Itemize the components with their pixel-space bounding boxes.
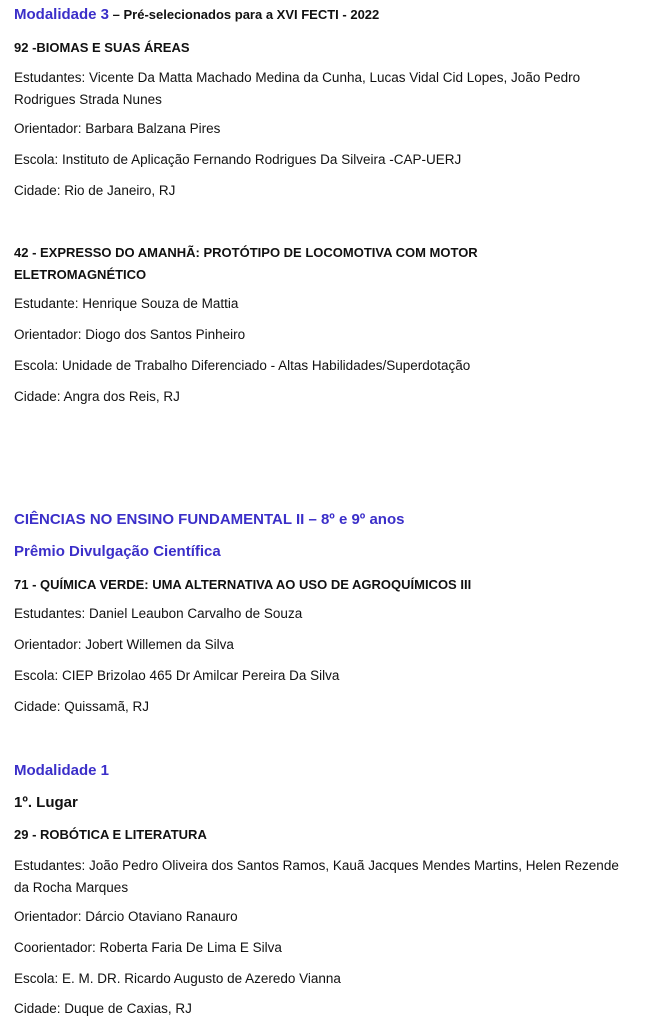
students-line: Estudantes: Vicente Da Matta Machado Medina da Cunha, Lucas Vidal Cid Lopes, João Pedro Rodrigues Strada Nunes	[14, 70, 581, 107]
city-line: Cidade: Duque de Caxias, RJ	[14, 1001, 192, 1016]
project-title: 92 -BIOMAS E SUAS ÁREAS	[14, 40, 190, 55]
school-line: Escola: E. M. DR. Ricardo Augusto de Azeredo Vianna	[14, 971, 341, 986]
advisor-line: Orientador: Diogo dos Santos Pinheiro	[14, 327, 246, 342]
project-title: 71 - QUÍMICA VERDE: UMA ALTERNATIVA AO USO DE AGROQUÍMICOS III	[14, 577, 472, 592]
student-line: Estudante: Henrique Souza de Mattia	[14, 296, 239, 311]
students-line: Estudantes: João Pedro Oliveira dos Santos Ramos, Kauã Jacques Mendes Martins, Helen Rezende da Rocha Marques	[14, 858, 619, 895]
school-line: Escola: Unidade de Trabalho Diferenciado - Altas Habilidades/Superdotação	[14, 358, 471, 373]
advisor-line: Orientador: Barbara Balzana Pires	[14, 121, 221, 136]
award-heading: Prêmio Divulgação Científica	[14, 543, 221, 560]
heading-blue-part: Modalidade 3	[14, 6, 110, 23]
city-line: Cidade: Quissamã, RJ	[14, 699, 150, 714]
heading-rest-part: – Pré-selecionados para a XVI FECTI - 2022	[109, 7, 380, 22]
school-line: Escola: CIEP Brizolao 465 Dr Amilcar Pereira Da Silva	[14, 668, 340, 683]
project-title: 42 - EXPRESSO DO AMANHÃ: PROTÓTIPO DE LOCOMOTIVA COM MOTOR	[14, 245, 478, 260]
school-line: Escola: Instituto de Aplicação Fernando Rodrigues Da Silveira -CAP-UERJ	[14, 152, 462, 167]
section-heading-fundamental-ii: CIÊNCIAS NO ENSINO FUNDAMENTAL II – 8º e 9º anos	[14, 511, 405, 528]
project-title: 29 - ROBÓTICA E LITERATURA	[14, 827, 207, 842]
coadvisor-line: Coorientador: Roberta Faria De Lima E Silva	[14, 940, 282, 955]
students-line: Estudantes: Daniel Leaubon Carvalho de Souza	[14, 606, 303, 621]
section-heading-modalidade-3	[14, 6, 379, 24]
placement-label: 1º. Lugar	[14, 794, 78, 811]
advisor-line: Orientador: Dárcio Otaviano Ranauro	[14, 909, 238, 924]
advisor-line: Orientador: Jobert Willemen da Silva	[14, 637, 234, 652]
section-heading-modalidade-1: Modalidade 1	[14, 762, 110, 779]
project-title-continued: ELETROMAGNÉTICO	[14, 267, 147, 282]
city-line: Cidade: Rio de Janeiro, RJ	[14, 183, 176, 198]
city-line: Cidade: Angra dos Reis, RJ	[14, 389, 180, 404]
